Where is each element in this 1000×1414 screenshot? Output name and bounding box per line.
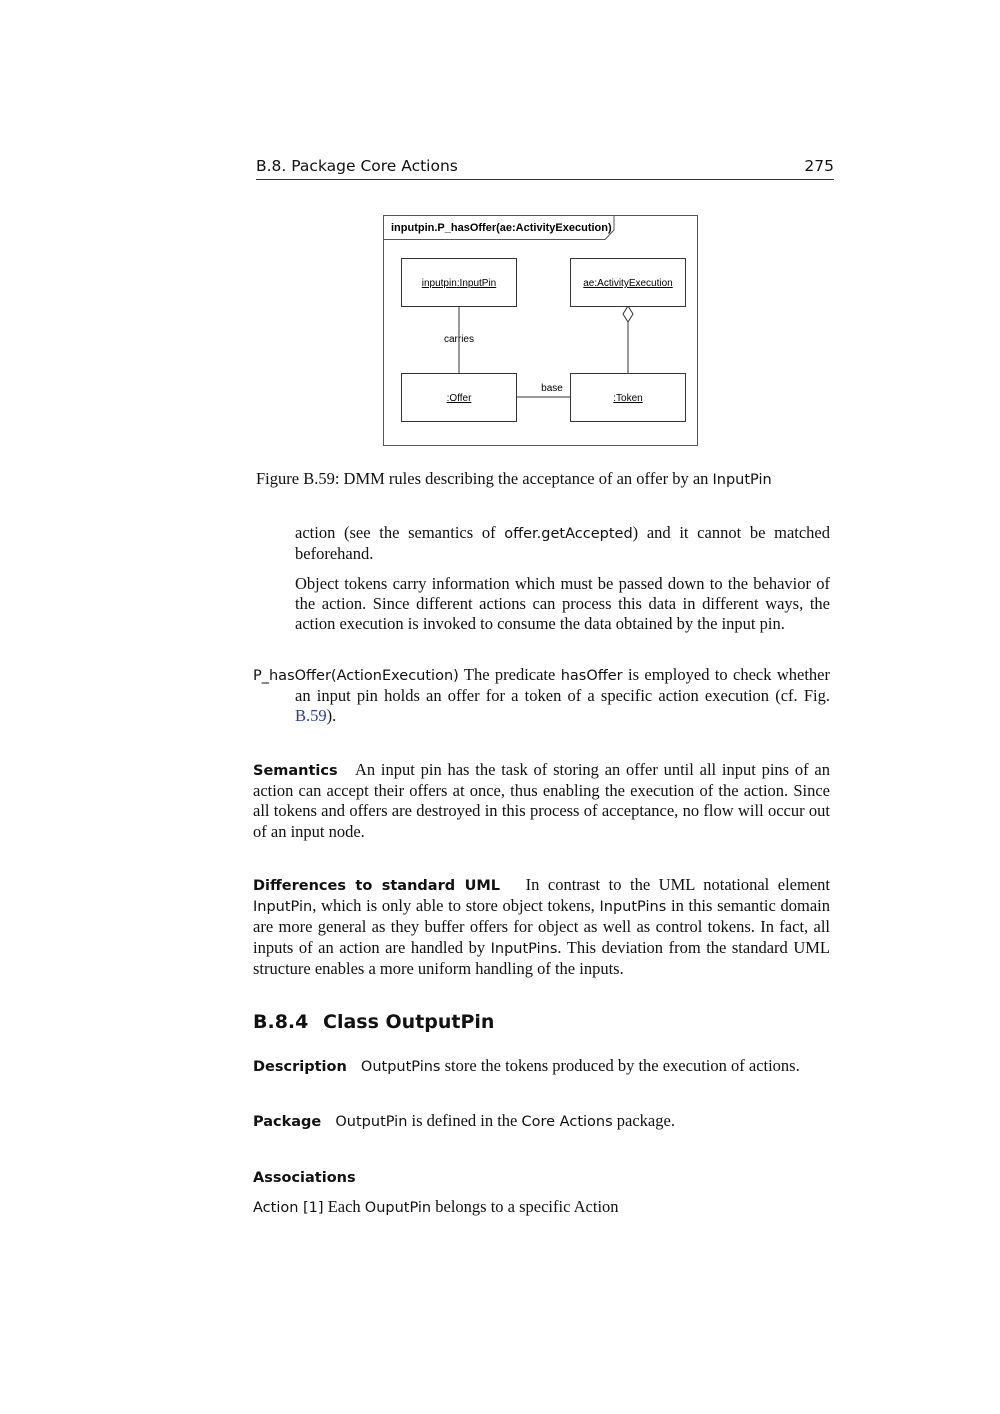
para1-text-2: ) and it cannot be matched beforehand.	[295, 523, 830, 564]
carries-label: carries	[443, 334, 475, 345]
differences-heading: Differences to standard UML	[253, 878, 501, 894]
base-label: base	[541, 383, 563, 394]
object-offer	[402, 374, 517, 422]
description-line	[253, 1056, 800, 1076]
object-activity-execution	[571, 259, 686, 307]
dmm-rule-diagram	[383, 215, 701, 449]
object-offer-label: :Offer	[446, 393, 472, 404]
definition-p-hasoffer	[253, 665, 830, 727]
association-text-1: Each	[323, 1197, 365, 1216]
frame-title: inputpin.P_hasOffer(ae:ActivityExecution)	[391, 222, 612, 234]
object-token-label: :Token	[613, 393, 643, 404]
figure-reference-link[interactable]: B.59	[295, 706, 327, 726]
description-heading: Description	[253, 1059, 347, 1075]
caption-code: InputPin	[712, 472, 772, 488]
description-code: OutputPins	[360, 1059, 441, 1075]
aggregation-diamond-icon	[623, 306, 633, 322]
differences-text-4: . This deviation from the standard UML structure enables a more uniform handling of the inputs.	[253, 937, 830, 978]
page-number: 275	[804, 157, 834, 175]
semantics-heading: Semantics	[253, 763, 338, 779]
section-number: B.8.4	[253, 1011, 309, 1033]
section-title: Class OutputPin	[323, 1011, 495, 1033]
definition-text-1: The predicate	[458, 665, 561, 684]
package-code-1: OutputPin	[335, 1114, 408, 1130]
object-token	[571, 374, 686, 422]
definition-text-2: is employed to check whether an input pin holds an offer for a token of a specific action execution (cf. Fig.	[295, 665, 830, 706]
running-header	[256, 157, 834, 180]
differences-text-2: , which is only able to store object tokens,	[312, 896, 600, 916]
semantics-paragraph	[253, 760, 830, 842]
section-heading	[253, 1011, 494, 1033]
semantics-text: An input pin has the task of storing an offer until all input pins of an action can accept their offers at once, thus enabling the execution of the action. Since all tokens and offers are destroyed in this process of acceptance, no flow will occur out of an input node.	[253, 760, 830, 841]
package-line	[253, 1111, 675, 1131]
package-heading: Package	[253, 1114, 322, 1130]
paragraph-object-tokens: Object tokens carry information which must be passed down to the behavior of the action. Since different actions can process this data in different ways, the action execution is invoked to consume the data obtained by the input pin.	[295, 574, 830, 634]
differences-text-1: In contrast to the UML notational element	[525, 875, 831, 894]
object-activity-execution-label: ae:ActivityExecution	[583, 278, 673, 289]
associations-heading-line	[253, 1167, 366, 1187]
differences-code-3: InputPins	[490, 940, 558, 957]
association-term: Action [1]	[253, 1200, 324, 1216]
differences-paragraph	[253, 875, 830, 979]
package-text-1: is defined in the	[407, 1111, 522, 1130]
object-inputpin-label: inputpin:InputPin	[421, 278, 497, 289]
object-inputpin	[402, 259, 517, 307]
header-section-title: B.8. Package Core Actions	[256, 157, 458, 175]
paragraph-continuation	[295, 523, 830, 564]
association-code: OuputPin	[364, 1200, 432, 1216]
definition-text-3: ).	[326, 706, 337, 726]
differences-text-3: in this semantic domain are more general as they buffer offers for object as well as control tokens. In fact, all inputs of an action are handled by	[253, 896, 830, 957]
association-item	[253, 1197, 619, 1217]
caption-text: Figure B.59: DMM rules describing the acceptance of an offer by an	[256, 469, 713, 488]
definition-term: P_hasOffer(ActionExecution)	[253, 668, 459, 684]
associations-heading: Associations	[253, 1170, 356, 1186]
para1-text-1: action (see the semantics of	[295, 523, 505, 542]
description-text: store the tokens produced by the execution of actions.	[440, 1056, 800, 1075]
para1-code: offer.getAccepted	[504, 526, 633, 542]
package-code-2: Core Actions	[521, 1114, 613, 1130]
package-text-2: package.	[612, 1111, 675, 1130]
differences-code-1: InputPin	[253, 899, 313, 916]
differences-code-2: InputPins	[599, 899, 667, 916]
association-text-2: belongs to a specific Action	[431, 1197, 619, 1216]
definition-code: hasOffer	[560, 668, 623, 684]
figure-caption	[256, 469, 846, 489]
